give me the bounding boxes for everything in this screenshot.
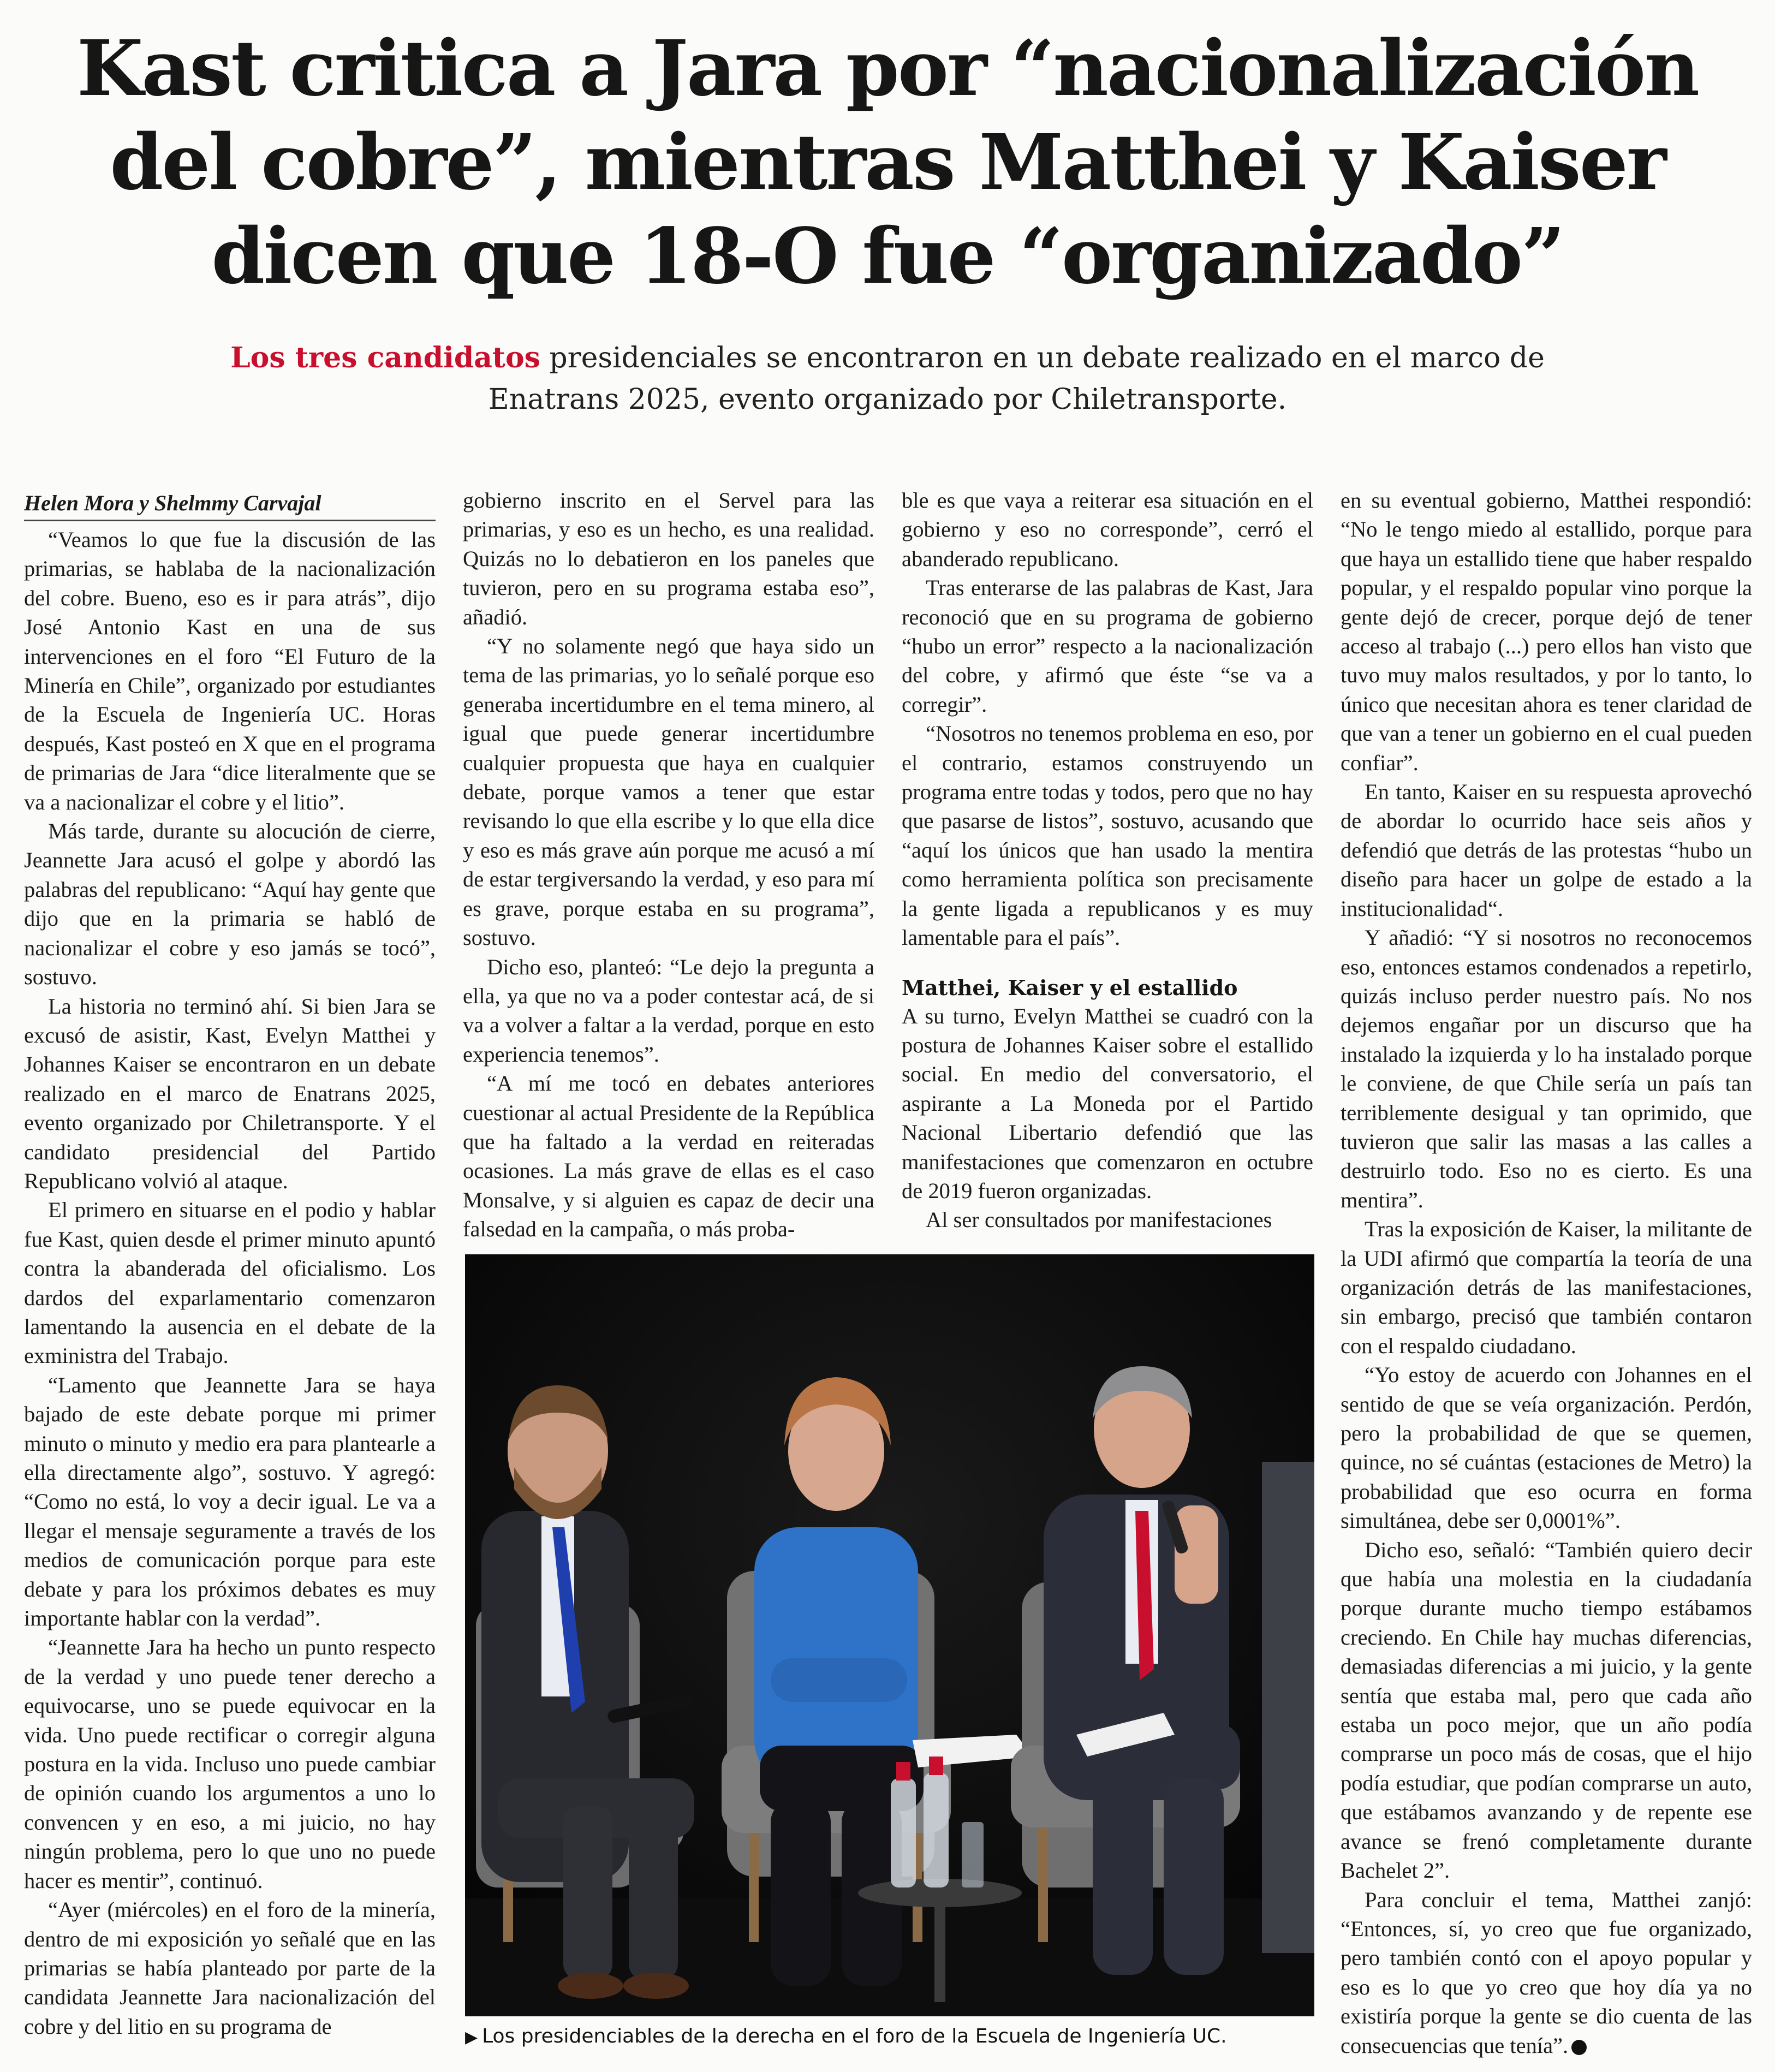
paragraph: “Jeannette Jara ha hecho un punto respecto de la verdad y uno puede tener derecho a equivocarse, uno se puede equivocar en la vida. Uno puede rectificar o corregir alguna postura en la vida. Incluso uno puede cambiar de opinión cuando los argumentos a uno lo convencen y en eso, a mi juicio, no hay ningún problema, pero lo que uno no puede hacer es mentir”, continuó. [24,1635,436,1893]
paragraph: ble es que vaya a reiterar esa situación en el gobierno y eso no corresponde”, cerró el abanderado republicano. [902,488,1313,571]
paragraph: Y añadió: “Y si nosotros no reconocemos eso, entonces estamos condenados a repetirlo, quizás incluso perder nuestro país. No nos dejemos engañar por un discurso que ha instalado la izquierda y lo ha instalado porque le conviene, de que Chile sería un país tan terriblemente desigual y tan oprimido, que tuvieron que salir las masas a las calles a destruirlo todo. Eso no es cierto. Es una mentira”. [1341,925,1752,1212]
headline-line-3: dicen que 18-O fue “organizado” [211,212,1564,301]
paragraph: “Lamento que Jeannette Jara se haya bajado de este debate porque mi primer minuto o minuto y medio era para plantearle a ella directamente algo”, sostuvo. Y agregó: “Como no está, lo voy a decir igual. Le va a llegar el mensaje seguramente a través de los medios de comunicación porque para este debate y para los próximos debates es muy importante hablar con la verdad”. [24,1372,436,1631]
paragraph: Tras la exposición de Kaiser, la militante de la UDI afirmó que compartía la teoría de una organización detrás de las manifestaciones, sin embargo, precisó que también contaron con el respaldo ciudadano. [1341,1217,1752,1358]
deck-lead: Los tres candidatos [230,341,540,374]
paragraph: En tanto, Kaiser en su respuesta aprovechó de abordar lo ocurrido hace seis años y defendió que detrás de las protestas “hubo un diseño para hacer un golpe de estado a la institucionalidad“. [1341,779,1752,921]
paragraph: “Yo estoy de acuerdo con Johannes en el sentido de que se veía organización. Perdón, pero la probabilidad de que se quemen, quince, no sé cuántas (estaciones de Metro) la probabilidad que eso ocurra en forma simultánea, debe ser 0,0001%”. [1341,1362,1752,1533]
paragraph: Dicho eso, planteó: “Le dejo la pregunta a ella, ya que no va a poder contestar acá, de si va a volver a faltar a la verdad, porque en esto experiencia tenemos”. [463,954,874,1067]
paragraph [1341,1885,1752,2060]
deck-text: presidenciales se encontraron en un debate realizado en el marco de Enatrans 2025, evento organizado por Chiletransporte. [488,342,1545,416]
photo-illustration [465,1254,1314,2016]
paragraph: “Veamos lo que fue la discusión de las primarias, se hablaba de la nacionalización del cobre. Bueno, eso es ir para atrás”, dijo José Antonio Kast en una de sus intervenciones en el foro “El Futuro de la Minería en Chile”, organizado por estudiantes de la Escuela de Ingeniería UC. Horas después, Kast posteó en X que en el programa de primarias de Jara “dice literalmente que se va a nacionalizar el cobre y el litio”. [24,527,436,814]
article-column-4 [1341,486,1752,2058]
article-column-1 [24,525,436,2053]
paragraph: “A mí me tocó en debates anteriores cuestionar al actual Presidente de la República que ha faltado a la verdad en reiteradas ocasiones. La más grave de ellas es el caso Monsalve, y si alguien es capaz de decir una falsedad en la campaña, o más proba- [463,1071,874,1242]
subheading: Matthei, Kaiser y el estallido [902,975,1238,1000]
headline [33,22,1742,303]
paragraph: “Nosotros no tenemos problema en eso, por el contrario, estamos construyendo un programa entre todas y todos, pero que no hay que pasarse de listos”, sostuvo, acusando que “aquí los únicos que han usado la mentira como herramienta política son precisamente la gente ligada a republicanos y es muy lamentable para el país”. [902,721,1313,950]
headline-line-1: Kast critica a Jara por “nacionalización [76,24,1699,114]
headline-line-2: del cobre”, mientras Matthei y Kaiser [110,118,1665,207]
paragraph-text: Para concluir el tema, Matthei zanjó: “Entonces, sí, yo creo que fue organizado, pero también contó con el apoyo popular y eso es lo que yo creo que hoy día ya no existiría porque la gente se dio cuenta de las consecuencias que tenía”. [1341,1887,1752,2058]
paragraph: “Y no solamente negó que haya sido un tema de las primarias, yo lo señalé porque eso generaba incertidumbre en el tema minero, al igual que puede generar incertidumbre cualquier propuesta que haya en cualquier debate, porque vamos a tener que estar revisando lo que ella escribe y lo que ella dice y eso es más grave aún porque me acusó a mí de estar tergiversando la verdad, y eso para mí es grave, porque estaba en su programa”, sostuvo. [463,634,874,950]
paragraph: gobierno inscrito en el Servel para las primarias, y eso es un hecho, es una realidad. Quizás no lo debatieron en los paneles que tuvieron, pero en su programa estaba eso”, añadió. [463,488,874,629]
end-mark-icon [1571,2040,1587,2055]
paragraph: La historia no terminó ahí. Si bien Jara se excusó de asistir, Kast, Evelyn Matthei y Johannes Kaiser se encontraron en un debate realizado en el marco de Enatrans 2025, evento organizado por Chiletransporte. Y el candidato presidencial del Partido Republicano volvió al ataque. [24,993,436,1193]
caption-text: Los presidenciables de la derecha en el foro de la Escuela de Ingeniería UC. [482,2025,1227,2047]
paragraph: A su turno, Evelyn Matthei se cuadró con la postura de Johannes Kaiser sobre el estallido social. En medio del conversatorio, el aspirante a La Moneda por el Partido Nacional Libertario defendió que las manifestaciones que comenzaron en octubre de 2019 fueron organizadas. [902,1003,1313,1203]
paragraph: en su eventual gobierno, Matthei respondió: “No le tengo miedo al estallido, porque para que haya un estallido tiene que haber respaldo popular, y el respaldo popular vino porque la gente dejó de crecer, porque dejó de tener acceso al trabajo (...) pero ellos han visto que tuvo muy malos resultados, y por lo tanto, lo único que necesitan ahora es tener claridad de que van a tener un gobierno en el cual pueden confiar”. [1341,488,1752,775]
paragraph: Dicho eso, señaló: “También quiero decir que había una molestia en la ciudadanía porque durante mucho tiempo estábamos creciendo. En Chile hay muchas diferencias, demasiadas diferencias a mi juicio, y la gente sentía que estaba mal, pero que cada año estaba un poco mejor, que un año podía comprarse un poco más de cosas, que el hijo podía estudiar, que podían comprarse un auto, que estábamos avanzando y de repente ese avance se frenó completamente durante Bachelet 2”. [1341,1537,1752,1883]
article-column-3 [902,486,1313,1233]
caption-marker-icon: ▶ [465,2028,478,2047]
byline: Helen Mora y Shelmmy Carvajal [24,489,436,521]
paragraph: Más tarde, durante su alocución de cierre, Jeannette Jara acusó el golpe y abordó las palabras del republicano: “Aquí hay gente que dijo que en la primaria se habló de nacionalizar el cobre y eso jamás se tocó”, sostuvo. [24,819,436,990]
paragraph: Al ser consultados por manifestaciones [926,1207,1272,1233]
photo-caption [465,2024,1314,2050]
paragraph: El primero en situarse en el podio y hablar fue Kast, quien desde el primer minuto apuntó contra la abanderada del oficialismo. Los dardos del exparlamentario comenzaron lamentando la ausencia en el debate de la exministra del Trabajo. [24,1198,436,1368]
article-photo [465,1254,1314,2016]
paragraph: “Ayer (miércoles) en el foro de la minería, dentro de mi exposición yo señalé que en las primarias se había planteado por parte de la candidata Jeannette Jara nacionalización del cobre y del litio en su programa de [24,1897,436,2039]
deck [164,337,1611,420]
paragraph: Tras enterarse de las palabras de Kast, Jara reconoció que en su programa de gobierno “hubo un error” respecto a la nacionalización del cobre, y afirmó que éste “se va a corregir”. [902,575,1313,717]
article-column-2 [463,486,874,1242]
